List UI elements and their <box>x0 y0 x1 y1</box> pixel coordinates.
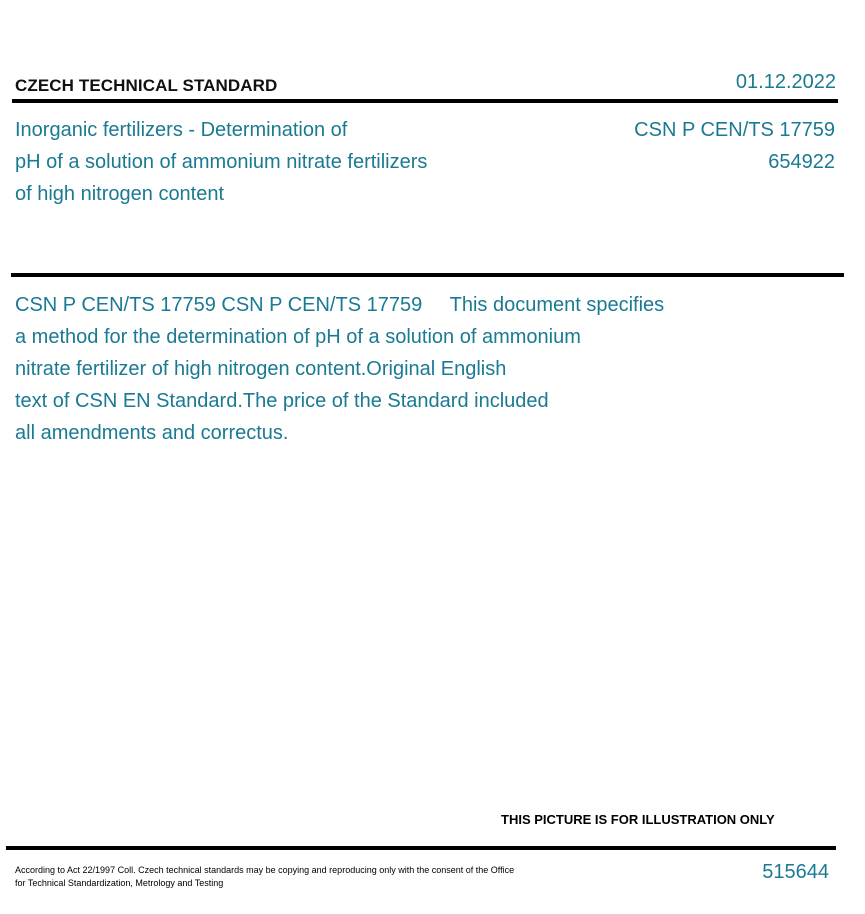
legal-line: for Technical Standardization, Metrology and Testing <box>15 878 224 888</box>
illustration-note: THIS PICTURE IS FOR ILLUSTRATION ONLY <box>501 812 775 827</box>
title-line: Inorganic fertilizers - Determination of <box>15 119 348 141</box>
footer-divider <box>6 846 836 850</box>
standard-id: CSN P CEN/TS 17759 <box>634 119 835 141</box>
legal-line: According to Act 22/1997 Coll. Czech technical standards may be copying and reproducing only with the consent of the Office <box>15 865 515 875</box>
description-line: CSN P CEN/TS 17759 CSN P CEN/TS 17759 This document specifies <box>15 294 665 316</box>
description-line: a method for the determination of pH of a solution of ammonium <box>15 326 581 348</box>
legal-notice <box>15 864 615 890</box>
footer-code: 515644 <box>762 861 829 883</box>
title-line: pH of a solution of ammonium nitrate fertilizers <box>15 151 428 173</box>
standard-title <box>15 114 555 210</box>
standard-codes <box>634 114 835 178</box>
title-divider <box>11 273 844 277</box>
publication-date: 01.12.2022 <box>735 71 836 93</box>
header-divider <box>12 99 838 103</box>
title-line: of high nitrogen content <box>15 183 225 205</box>
document-type-label: CZECH TECHNICAL STANDARD <box>15 76 278 95</box>
description-line: all amendments and correctus. <box>15 422 289 444</box>
standard-description <box>15 289 835 449</box>
catalog-number: 654922 <box>768 151 835 173</box>
description-line: nitrate fertilizer of high nitrogen content.Original English <box>15 358 507 380</box>
description-line: text of CSN EN Standard.The price of the Standard included <box>15 390 549 412</box>
